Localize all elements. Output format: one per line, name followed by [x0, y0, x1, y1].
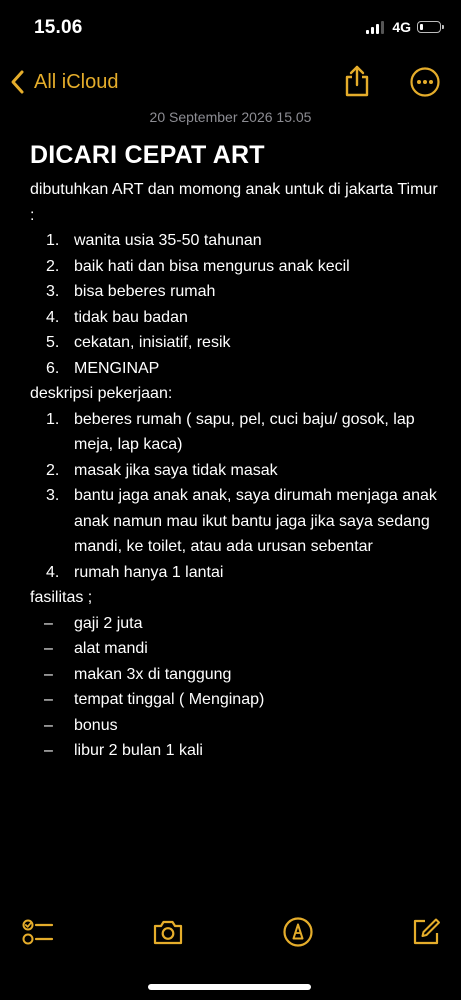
status-bar [0, 0, 461, 54]
list-item: 2. masak jika saya tidak masak [46, 461, 278, 479]
note-title: DICARI CEPAT ART [30, 141, 265, 169]
list-item: – libur 2 bulan 1 kali [44, 742, 203, 759]
list-item: 4. tidak bau badan [46, 308, 188, 326]
checklist-icon[interactable] [22, 916, 54, 948]
compose-icon[interactable] [410, 916, 442, 948]
cellular-signal-icon [366, 20, 386, 34]
home-indicator [148, 984, 311, 990]
list-item: 6. MENGINAP [46, 359, 160, 377]
list-item: – bonus [44, 716, 118, 734]
markup-pen-icon[interactable] [282, 916, 314, 948]
list-item: 4. rumah hanya 1 lantai [46, 563, 224, 581]
bottom-toolbar [0, 910, 461, 954]
list-item: 2. baik hati dan bisa mengurus anak kecil [46, 257, 350, 275]
note-intro: dibutuhkan ART dan momong anak untuk di jakarta Timur : [30, 181, 438, 224]
note-date: 20 September 2026 15.05 [149, 109, 312, 125]
list-item: – makan 3x di tanggung [44, 665, 232, 683]
jobs-list [30, 407, 440, 586]
job-heading: deskripsi pekerjaan: [30, 385, 173, 402]
list-item: 3. bisa beberes rumah [46, 283, 216, 300]
list-item: 1. beberes rumah ( sapu, pel, cuci baju/ gosok, lap meja, lap kaca) [46, 410, 415, 453]
navigation-bar [0, 56, 461, 108]
list-item: 3. bantu jaga anak anak, saya dirumah menjaga anak anak namun mau ikut bantu jaga jika saya sedang mandi, ke toilet, atau ada urusan sebentar [46, 487, 437, 555]
requirements-list [30, 228, 440, 381]
network-type: 4G [392, 19, 411, 35]
list-item: 1. wanita usia 35-50 tahunan [46, 232, 262, 249]
chevron-left-icon [8, 69, 28, 95]
status-indicators [366, 19, 441, 35]
share-icon[interactable] [341, 64, 373, 98]
camera-icon[interactable] [152, 916, 184, 948]
more-icon[interactable] [409, 66, 441, 98]
note-body[interactable] [30, 139, 440, 764]
back-label: All iCloud [34, 70, 119, 93]
list-item: – tempat tinggal ( Menginap) [44, 691, 265, 708]
back-button[interactable] [8, 64, 118, 100]
list-item: – alat mandi [44, 640, 148, 657]
facilities-heading: fasilitas ; [30, 589, 93, 606]
status-time: 15.06 [34, 17, 83, 38]
list-item: 5. cekatan, inisiatif, resik [46, 334, 231, 351]
list-item: – gaji 2 juta [44, 614, 143, 632]
battery-icon [417, 21, 441, 33]
facilities-list [30, 611, 440, 764]
